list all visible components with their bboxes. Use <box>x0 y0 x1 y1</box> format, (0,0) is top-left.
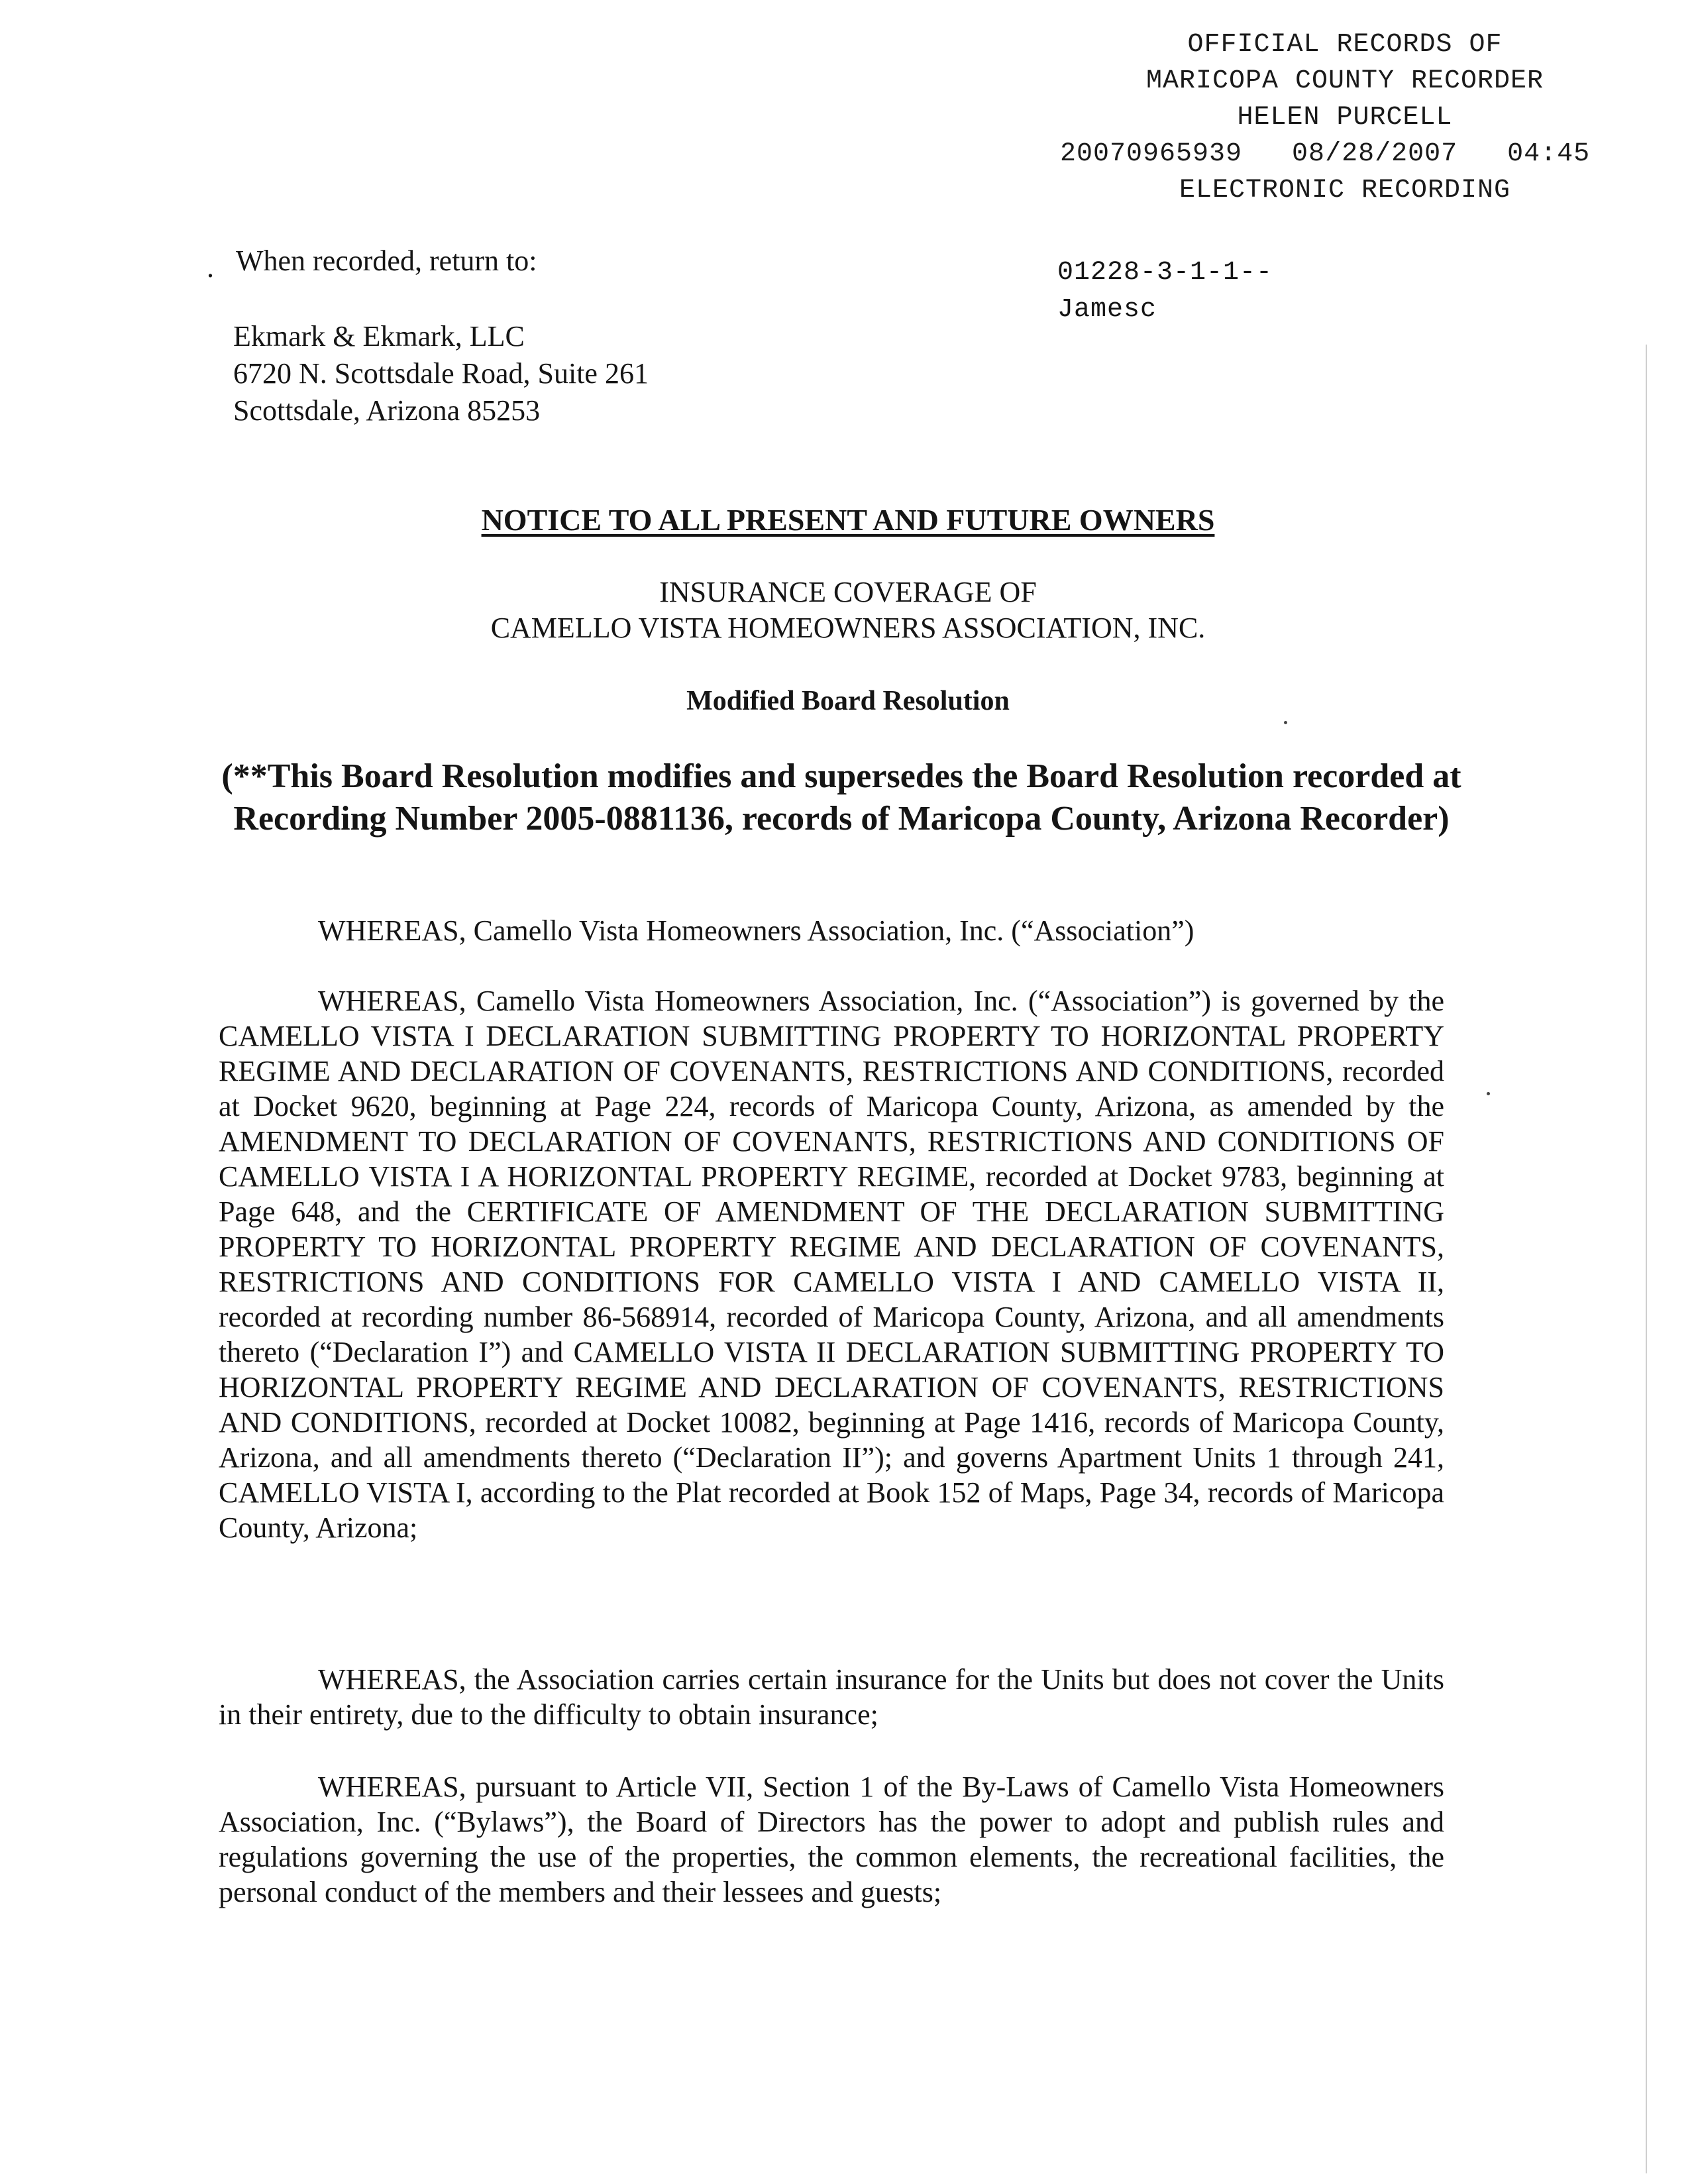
paragraph-text: WHEREAS, Camello Vista Homeowners Association, Inc. (“Association”) <box>318 914 1194 947</box>
scan-speck <box>1487 1092 1490 1095</box>
return-city: Scottsdale, Arizona 85253 <box>233 394 541 427</box>
notice-title: NOTICE TO ALL PRESENT AND FUTURE OWNERS <box>481 503 1215 537</box>
paragraph-text: WHEREAS, the Association carries certain insurance for the Units but does not cover the Units in their entirety, due to the difficulty to obtain insurance; <box>219 1663 1444 1731</box>
scan-edge-line <box>1646 345 1647 2173</box>
whereas-paragraph-2 <box>219 983 1444 1545</box>
file-code-clerk: Jamesc <box>1057 295 1157 325</box>
scan-dot: . <box>207 251 214 284</box>
whereas-paragraph-3 <box>219 1662 1444 1732</box>
file-code-number: 01228-3-1-1-- <box>1057 258 1273 288</box>
return-to-label: When recorded, return to: <box>236 245 537 277</box>
scan-speck <box>1284 721 1287 724</box>
resolution-label: Modified Board Resolution <box>686 686 1010 716</box>
recorder-stamp <box>1034 27 1656 209</box>
insurance-heading-line-2: CAMELLO VISTA HOMEOWNERS ASSOCIATION, INC. <box>490 612 1206 644</box>
stamp-line-3: HELEN PURCELL <box>1237 103 1453 133</box>
supersede-note: (**This Board Resolution modifies and supersedes the Board Resolution recorded at Recording Number 2005-0881136, records of Maricopa County, Arizona Recorder) <box>221 757 1461 838</box>
return-name: Ekmark & Ekmark, LLC <box>233 320 525 353</box>
whereas-paragraph-4 <box>219 1769 1444 1910</box>
stamp-recording-number: 20070965939 08/28/2007 04:45 <box>1060 139 1591 169</box>
stamp-line-1: OFFICIAL RECORDS OF <box>1187 30 1503 60</box>
paragraph-text: WHEREAS, Camello Vista Homeowners Association, Inc. (“Association”) is governed by the CAMELLO VISTA I DECLARATION SUBMITTING PROPERTY TO HORIZONTAL PROPERTY REGIME AND DECLARATION OF COVENANTS, RESTRICTIONS AND CONDITIONS, recorded at Docket 9620, beginning at Page 224, records of Maricopa County, Arizona, as amended by the AMENDMENT TO DECLARATION OF COVENANTS, RESTRICTIONS AND CONDITIONS OF CAMELLO VISTA I A HORIZONTAL PROPERTY REGIME, recorded at Docket 9783, beginning at Page 648, and the CERTIFICATE OF AMENDMENT OF THE DECLARATION SUBMITTING PROPERTY TO HORIZONTAL PROPERTY REGIME AND DECLARATION OF COVENANTS, RESTRICTIONS AND CONDITIONS FOR CAMELLO VISTA I AND CAMELLO VISTA II, recorded at recording number 86-568914, recorded of Maricopa County, Arizona, and all amendments thereto (“Declaration I”) and CAMELLO VISTA II DECLARATION SUBMITTING PROPERTY TO HORIZONTAL PROPERTY REGIME AND DECLARATION OF COVENANTS, RESTRICTIONS AND CONDITIONS, recorded at Docket 10082, beginning at Page 1416, records of Maricopa County, Arizona, and all amendments thereto (“Declaration II”); and governs Apartment Units 1 through 241, CAMELLO VISTA I, according to the Plat recorded at Book 152 of Maps, Page 34, records of Maricopa County, Arizona; <box>219 985 1444 1544</box>
stamp-line-5: ELECTRONIC RECORDING <box>1179 176 1511 205</box>
return-street: 6720 N. Scottsdale Road, Suite 261 <box>233 357 649 390</box>
return-address <box>233 318 649 429</box>
stamp-line-2: MARICOPA COUNTY RECORDER <box>1145 66 1544 96</box>
insurance-heading-line-1: INSURANCE COVERAGE OF <box>659 576 1037 608</box>
paragraph-text: WHEREAS, pursuant to Article VII, Section 1 of the By-Laws of Camello Vista Homeowners Association, Inc. (“Bylaws”), the Board of Directors has the power to adopt and publish rules and regulations governing the use of the properties, the common elements, the recreational facilities, the personal conduct of the members and their lessees and guests; <box>219 1771 1444 1908</box>
file-code <box>1057 254 1273 329</box>
whereas-paragraph-1 <box>219 913 1444 948</box>
